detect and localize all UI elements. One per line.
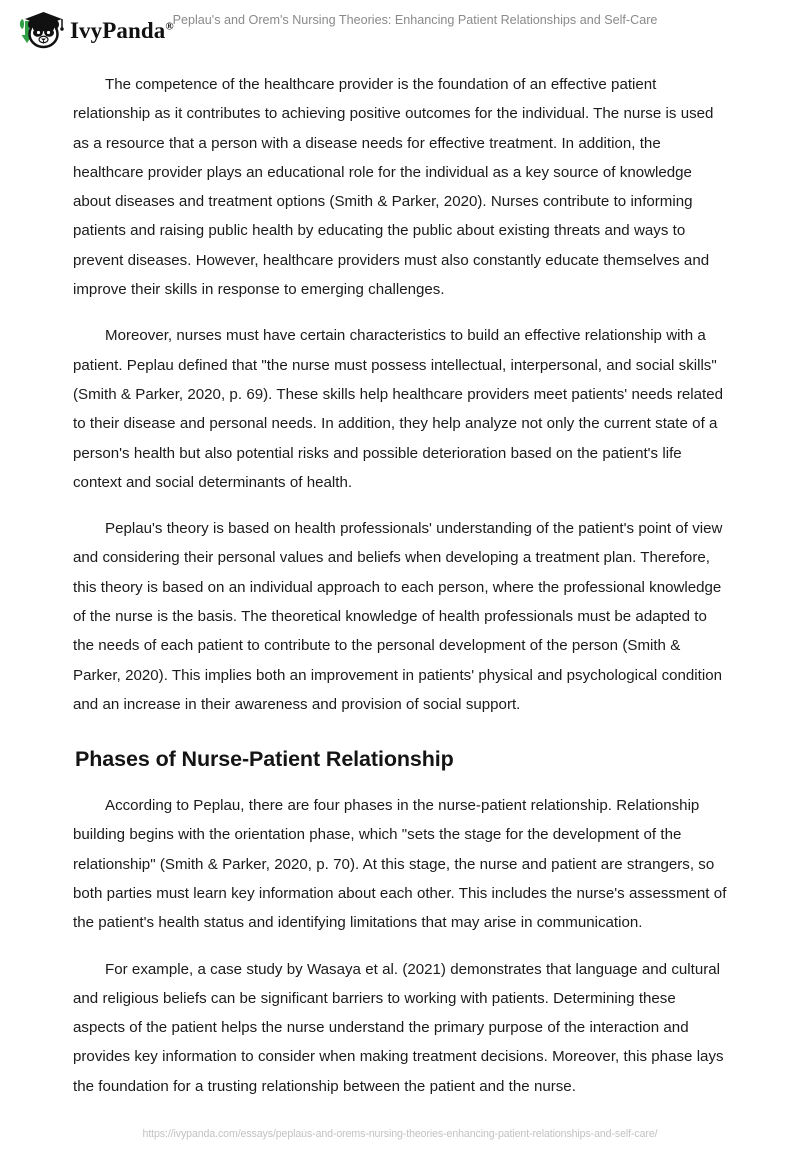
page-header <box>0 0 800 58</box>
brand-name-text: IvyPanda <box>70 17 166 43</box>
paragraph: The competence of the healthcare provider is the foundation of an effective patient relationship as it contributes to achieving positive outcomes for the individual. The nurse is used as a resource that a person with a disease needs for effective treatment. In addition, the healthcare provider plays an educational role for the individual as a key source of knowledge about diseases and treatment options (Smith & Parker, 2020). Nurses contribute to informing patients and raising public health by educating the public about existing threats and ways to prevent diseases. However, healthcare providers must also constantly educate themselves and improve their skills in response to emerging challenges. <box>73 76 714 299</box>
paragraph: For example, a case study by Wasaya et al. (2021) demonstrates that language and cultural and religious beliefs can be significant barriers to working with patients. Determining these aspects of the patient helps the nurse understand the primary purpose of the interaction and provides key information to consider when making treatment decisions. Moreover, this phase lays the foundation for a trusting relationship between the patient and the nurse. <box>73 960 724 1095</box>
paragraph: According to Peplau, there are four phases in the nurse-patient relationship. Relationship building begins with the orientation phase, which "sets the stage for the development of the relationship" (Smith & Parker, 2020, p. 70). At this stage, the nurse and patient are strangers, so both parties must learn key information about each other. This includes the nurse's assessment of the patient's health status and identifying limitations that may arise in communication. <box>73 797 727 932</box>
paragraph: Moreover, nurses must have certain characteristics to build an effective relationship with a patient. Peplau defined that "the nurse must possess intellectual, interpersonal, and social skills" (Smith & Parker, 2020, p. 69). These skills help healthcare providers meet patients' needs related to their disease and personal needs. In addition, they help analyze not only the current state of a person's health but also potential risks and possible deterioration based on the patient's life context and social determinants of health. <box>73 327 724 491</box>
registered-mark: ® <box>165 19 174 32</box>
section-heading: Phases of Nurse-Patient Relationship <box>75 747 454 772</box>
page-footer <box>0 1124 800 1142</box>
source-url-link[interactable]: https://ivypanda.com/essays/peplaus-and-orems-nursing-theories-enhancing-patient-relationships-and-self-care/ <box>142 1128 658 1140</box>
document-title: Peplau's and Orem's Nursing Theories: Enhancing Patient Relationships and Self-Care <box>172 13 658 27</box>
document-body <box>73 70 727 1101</box>
paragraph: Peplau's theory is based on health professionals' understanding of the patient's point of view and considering their personal values and beliefs when developing a treatment plan. Therefore, this theory is based on an individual approach to each person, where the professional knowledge of the nurse is the basis. The theoretical knowledge of health professionals must be adapted to the needs of each patient to contribute to the personal development of the person (Smith & Parker, 2020). This implies both an improvement in patients' physical and psychological condition and an increase in their awareness and provision of social support. <box>73 520 723 713</box>
